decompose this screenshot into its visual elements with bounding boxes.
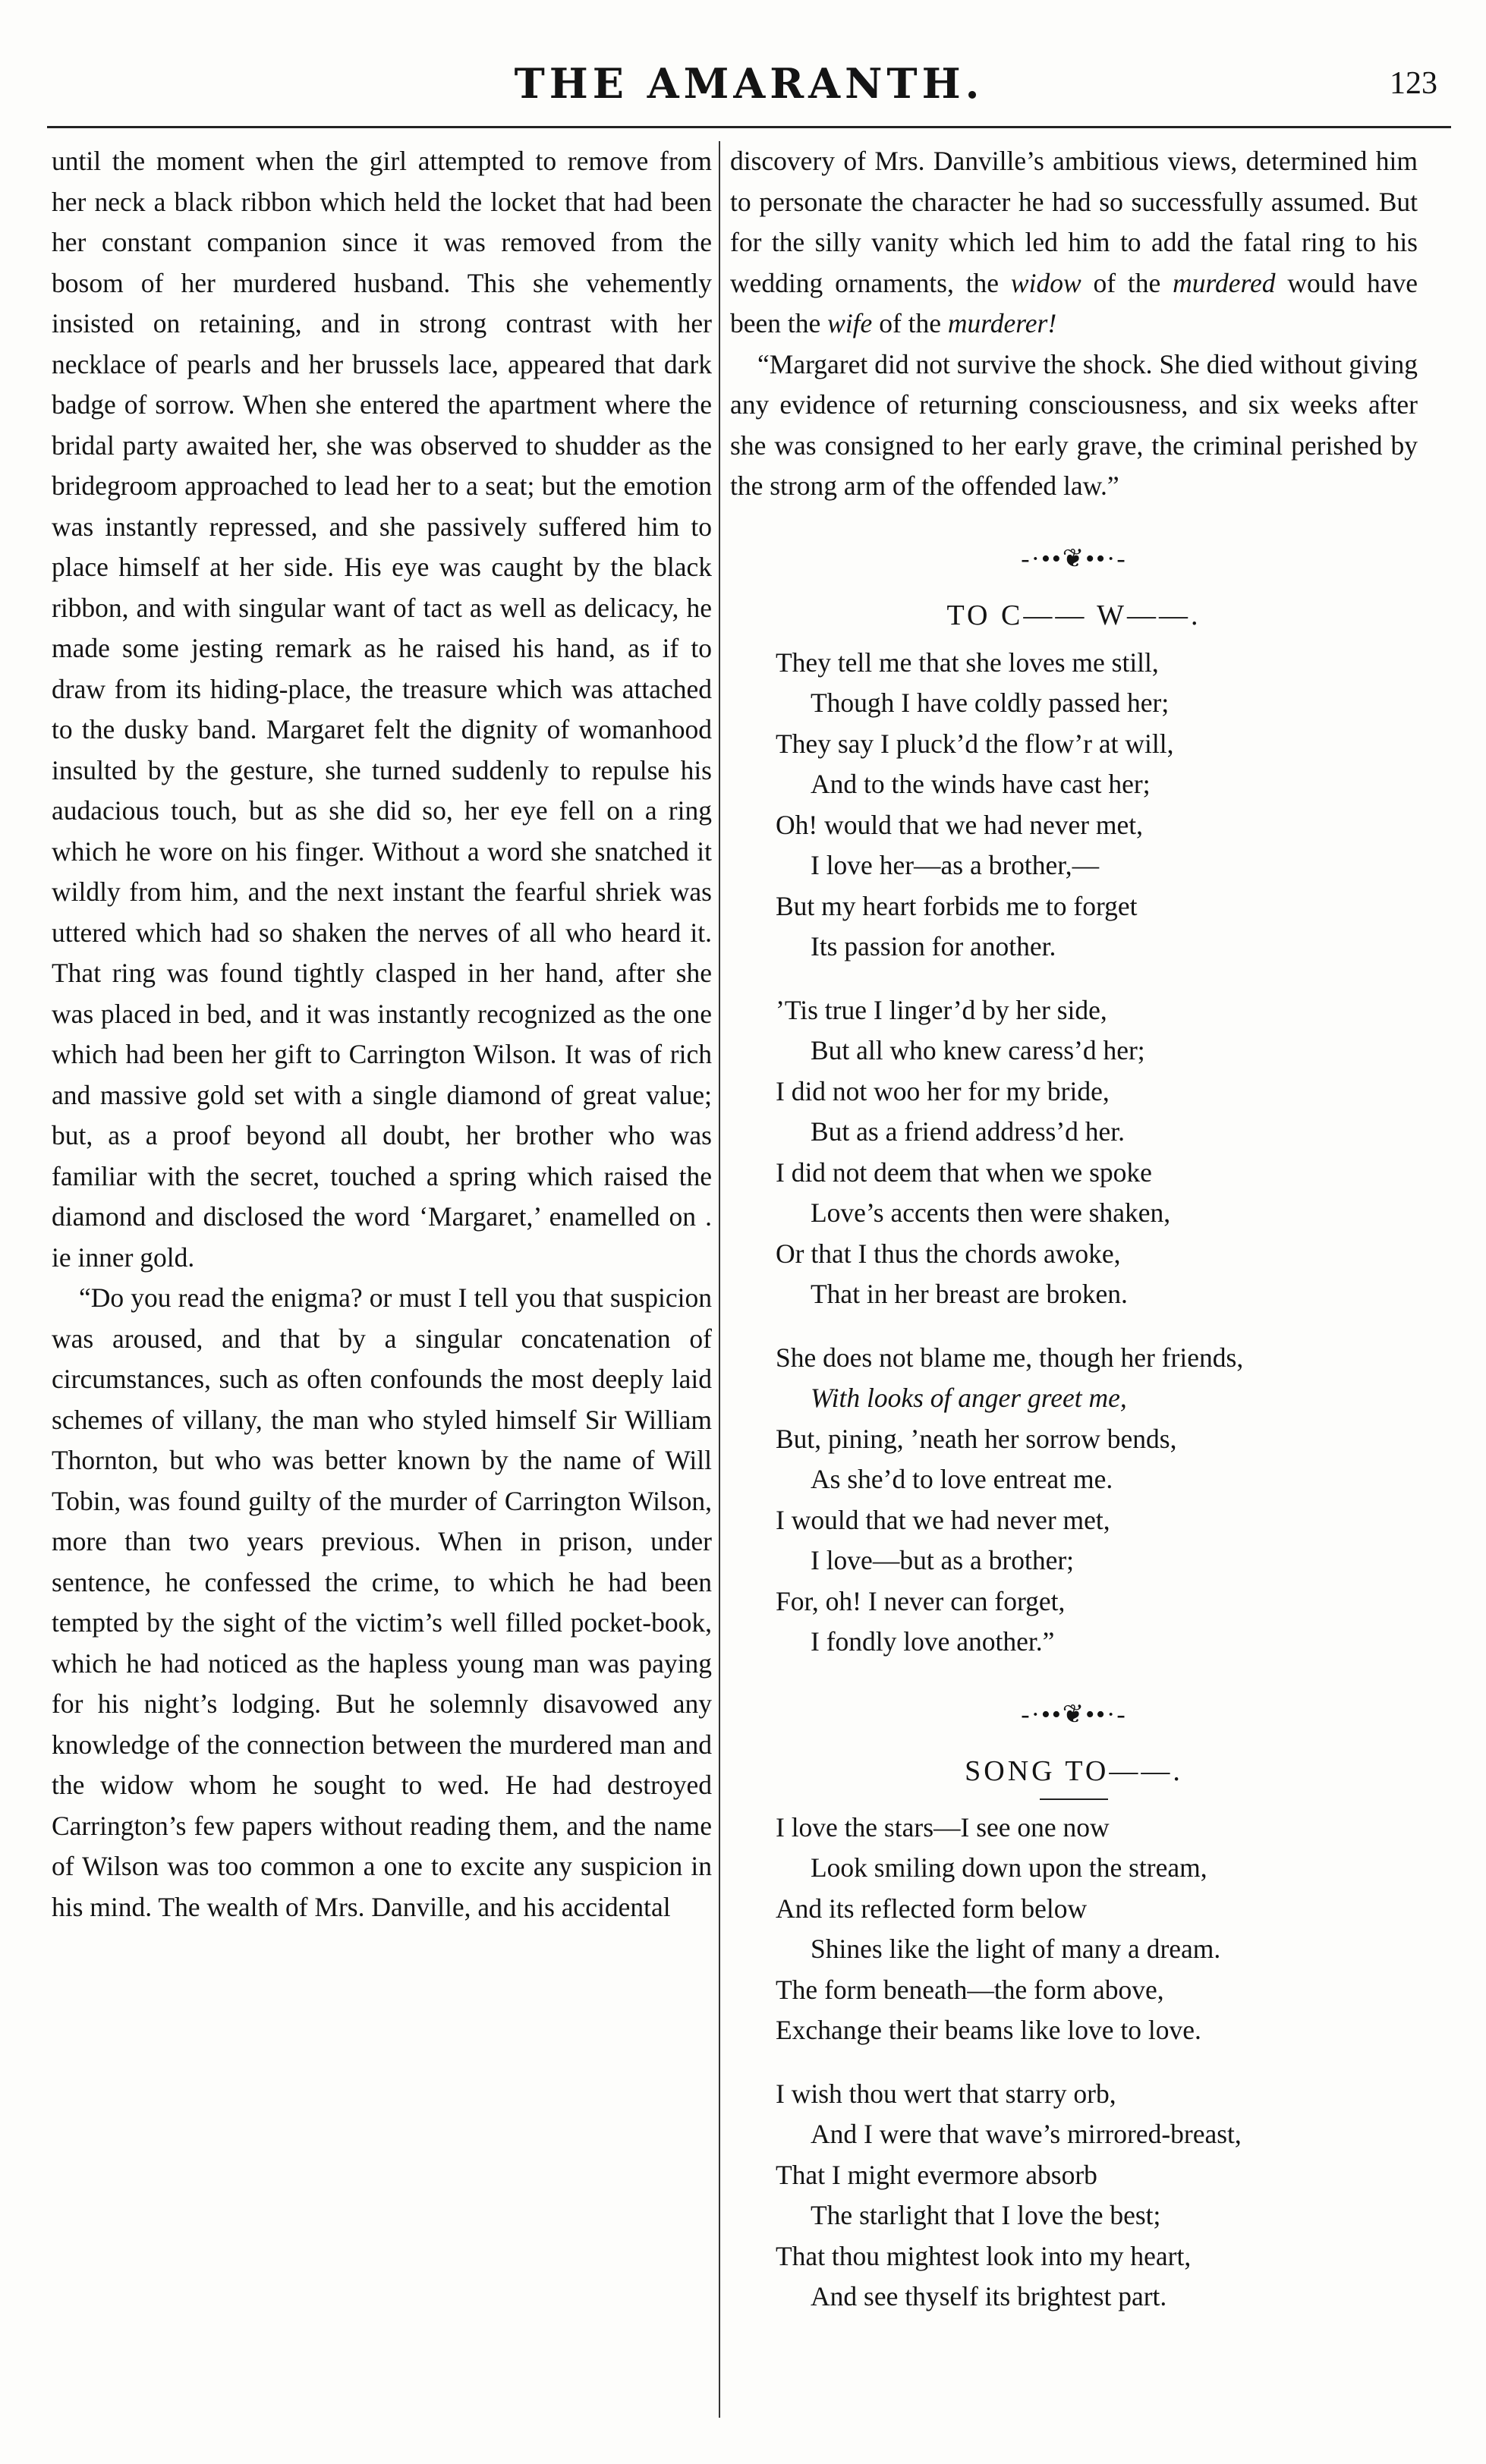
poem-line: That thou mightest look into my heart, <box>776 2240 1192 2271</box>
poem-line: But, pining, ’neath her sorrow bends, <box>776 1423 1177 1454</box>
poem-title: TO C—— W——. <box>946 599 1201 631</box>
header-rule <box>47 126 1451 128</box>
poem-line: Love’s accents then were shaken, <box>811 1197 1171 1228</box>
poem-line: But my heart forbids me to forget <box>776 890 1138 921</box>
poem-line: Shines like the light of many a dream. <box>811 1934 1221 1964</box>
poem-line: They tell me that she loves me still, <box>776 647 1159 678</box>
poem-stanza <box>776 1338 1418 1663</box>
ornament-divider: -·••❦••·- <box>1021 544 1127 573</box>
text-run: discovery of Mrs. Danville’s ambitious views, determined him to personate the character he had so successfully assumed. But for the silly vanity which led him to add the fatal ring to his wedding ornaments, the <box>730 146 1418 298</box>
poem-stanza <box>776 990 1418 1315</box>
italic-text: widow <box>1010 267 1081 298</box>
poem-line: Though I have coldly passed her; <box>811 688 1170 718</box>
italic-text: murderer! <box>947 308 1057 338</box>
paragraph: “Do you read the enigma? or must I tell you that suspicion was aroused, and that by a singular concatenation of circumstances, such as often confounds the most deeply laid schemes of villany, the man who styled himself Sir William Thornton, but who was better known by the name of Will Tobin, was found guilty of the murder of Carrington Wilson, more than two years previous. When in prison, under sentence, he confessed the crime, to which he had been tempted by the sight of the victim’s well filled pocket-book, which he had noticed as the hapless young man was paying for his night’s lodging. But he solemnly disavowed any knowledge of the connection between the murdered man and the widow whom he sought to wed. He had destroyed Carrington’s few papers without reading them, and the name of Wilson was too common a one to excite any suspicion in his mind. The wealth of Mrs. Danville, and his accidental <box>52 1282 712 1922</box>
poem-line: I love—but as a brother; <box>811 1545 1075 1575</box>
italic-text: wife <box>827 308 873 338</box>
poem-line: ’Tis true I linger’d by her side, <box>776 994 1107 1025</box>
poem-line: With looks of anger greet me, <box>811 1383 1127 1413</box>
column-divider <box>719 141 720 2418</box>
text-run: of the <box>872 308 948 338</box>
poem-line: But as a friend address’d her. <box>811 1116 1126 1147</box>
ornament-divider: -·••❦••·- <box>1021 1700 1127 1729</box>
right-column <box>730 141 1418 2340</box>
poem-line: The starlight that I love the best; <box>811 2200 1161 2230</box>
poem-line: I fondly love another.” <box>811 1626 1055 1657</box>
poem-line: And I were that wave’s mirrored-breast, <box>811 2119 1242 2149</box>
poem-line: I did not deem that when we spoke <box>776 1156 1152 1188</box>
poem-line: Exchange their beams like love to love. <box>776 2015 1201 2045</box>
poem-line: I love the stars—I see one now <box>776 1811 1110 1842</box>
poem-line: And to the winds have cast her; <box>811 769 1151 799</box>
poem-stanza <box>776 1808 1418 2051</box>
poem-line: The form beneath—the form above, <box>776 1974 1164 2005</box>
journal-title: THE AMARANTH. <box>514 59 984 108</box>
poem-line: That in her breast are broken. <box>811 1279 1128 1309</box>
poem-line: As she’d to love entreat me. <box>811 1464 1113 1494</box>
poem-line: Or that I thus the chords awoke, <box>776 1238 1121 1269</box>
paragraph <box>730 141 1418 345</box>
title-rule <box>1040 1798 1108 1800</box>
poem-line: That I might evermore absorb <box>776 2159 1097 2190</box>
poem-line: I love her—as a brother,— <box>811 850 1100 880</box>
poem-title: SONG TO——. <box>965 1755 1183 1787</box>
poem-line: And see thyself its brightest part. <box>811 2281 1167 2311</box>
italic-text: murdered <box>1173 267 1276 298</box>
poem-line: For, oh! I never can forget, <box>776 1585 1066 1616</box>
page-header <box>47 59 1451 127</box>
left-column <box>52 141 712 1927</box>
text-run: of the <box>1081 267 1173 298</box>
text-run: would have been the <box>730 267 1418 338</box>
poem-line: I did not woo her for my bride, <box>776 1075 1110 1106</box>
poem-line: They say I pluck’d the flow’r at will, <box>776 728 1174 759</box>
poem-line: But all who knew caress’d her; <box>811 1035 1145 1065</box>
paragraph: until the moment when the girl attempted to remove from her neck a black ribbon which held the locket that had been her constant companion since it was removed from the bosom of her murdered husband. This she vehemently insisted on retaining, and in strong contrast with her necklace of pearls and her brussels lace, appeared that dark badge of sorrow. When she entered the apartment where the bridal party awaited her, she was observed to shudder as the bridegroom approached to lead her to a seat; but the emotion was instantly repressed, and she passively suffered him to place himself at her side. His eye was caught by the black ribbon, and with singular want of tact as well as delicacy, he made some jesting remark as he raised his hand, as if to draw from its hiding-place, the treasure which was attached to the dusky band. Margaret felt the dignity of womanhood insulted by the gesture, she turned suddenly to repulse his audacious touch, but as she did so, her eye fell on a ring which he wore on his finger. Without a word she snatched it wildly from him, and the next instant the fearful shriek was uttered which had so shaken the nerves of all who heard it. That ring was found tightly clasped in her hand, after she was placed in bed, and it was instantly recognized as the one which had been her gift to Carrington Wilson. It was of rich and massive gold set with a single diamond of great value; but, as a proof beyond all doubt, her brother who was familiar with the secret, touched a spring which raised the diamond and disclosed the word ‘Margaret,’ enamelled on . ie inner gold. <box>52 146 712 1273</box>
poem-stanza <box>776 643 1418 968</box>
poem-line: I would that we had never met, <box>776 1504 1110 1535</box>
poem-line: And its reflected form below <box>776 1893 1088 1924</box>
poem-line: Look smiling down upon the stream, <box>811 1852 1207 1883</box>
poem-line: Oh! would that we had never met, <box>776 809 1144 840</box>
poem-line: Its passion for another. <box>811 931 1056 961</box>
page-number: 123 <box>1390 66 1437 101</box>
paragraph: “Margaret did not survive the shock. She died without giving any evidence of returning consciousness, and six weeks after she was consigned to her early grave, the criminal perished by the strong arm of the offended law.” <box>730 348 1418 501</box>
poem-stanza <box>776 2074 1418 2318</box>
poem-line: I wish thou wert that starry orb, <box>776 2078 1116 2109</box>
poem-line: She does not blame me, though her friends, <box>776 1342 1244 1373</box>
